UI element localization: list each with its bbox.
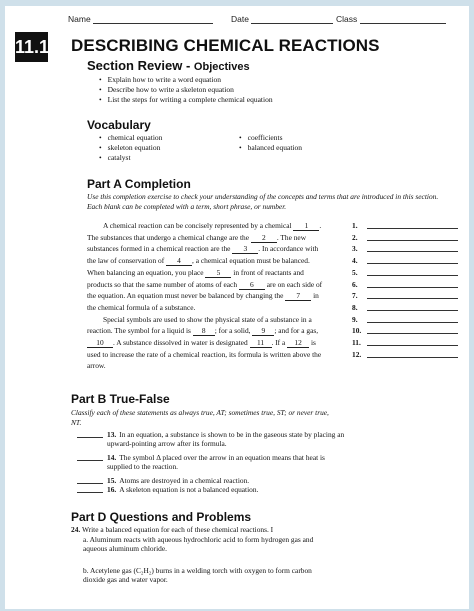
answer-line: 11. bbox=[352, 337, 462, 349]
blank-6: 6 bbox=[239, 280, 265, 290]
list-item: 13. In an equation, a substance is shown to be in the gaseous state by placing an upward-pointing arrow after its formula. bbox=[77, 430, 347, 449]
answer-line: 2. bbox=[352, 232, 462, 244]
answer-line: 7. bbox=[352, 290, 462, 302]
blank-11: 11 bbox=[250, 338, 272, 348]
part-b-instructions: Classify each of these statements as always true, AT; sometimes true, ST; or never true, NT. bbox=[71, 408, 329, 427]
part-d-heading: Part D Questions and Problems bbox=[71, 510, 252, 524]
answer-input[interactable] bbox=[367, 232, 458, 241]
answer-line: 12. bbox=[352, 349, 462, 361]
worksheet-page bbox=[5, 6, 469, 609]
answer-input[interactable] bbox=[367, 349, 458, 358]
blank-3: 3 bbox=[232, 244, 258, 254]
blank-12: 12 bbox=[287, 338, 309, 348]
list-item: 15. Atoms are destroyed in a chemical reaction. bbox=[77, 476, 347, 485]
answer-line: 3. bbox=[352, 243, 462, 255]
answer-input[interactable] bbox=[367, 314, 458, 323]
list-item: • skeleton equation bbox=[99, 143, 162, 153]
list-item: • Explain how to write a word equation bbox=[99, 75, 273, 85]
list-item: 16. A skeleton equation is not a balanced equation. bbox=[77, 485, 347, 494]
list-item: • List the steps for writing a complete chemical equation bbox=[99, 95, 273, 105]
list-item: • catalyst bbox=[99, 153, 162, 163]
answer-input[interactable] bbox=[367, 267, 458, 276]
answer-line: 9. bbox=[352, 314, 462, 326]
list-item: 14. The symbol Δ placed over the arrow in an equation means that heat is supplied to the reaction. bbox=[77, 453, 347, 472]
blank-4: 4 bbox=[166, 256, 192, 266]
date-field[interactable]: Date bbox=[231, 14, 333, 24]
answer-line: 10. bbox=[352, 325, 462, 337]
question-24-a: a. Aluminum reacts with aqueous hydrochloric acid to form hydrogen gas and aqueous aluminum chloride. bbox=[83, 534, 314, 553]
answer-input[interactable] bbox=[77, 485, 103, 493]
answer-input[interactable] bbox=[367, 243, 458, 252]
blank-5: 5 bbox=[205, 268, 231, 278]
objectives-list bbox=[99, 75, 273, 105]
question-24-b: b. Acetylene gas (C₂H₂) burns in a welding torch with oxygen to form carbon dioxide gas and water vapor. bbox=[83, 565, 312, 584]
answer-input[interactable] bbox=[367, 325, 458, 334]
class-field[interactable]: Class bbox=[336, 14, 446, 24]
answer-input[interactable] bbox=[367, 337, 458, 346]
answer-line: 1. bbox=[352, 220, 462, 232]
answer-input[interactable] bbox=[367, 302, 458, 311]
answer-line: 6. bbox=[352, 279, 462, 291]
section-heading: Section Review - Objectives bbox=[87, 58, 250, 73]
name-field[interactable]: Name bbox=[68, 14, 213, 24]
answer-input[interactable] bbox=[77, 430, 103, 438]
section-badge: 11.1 bbox=[15, 32, 48, 62]
blank-2: 2 bbox=[251, 233, 277, 243]
answer-input[interactable] bbox=[367, 279, 458, 288]
page-title: DESCRIBING CHEMICAL REACTIONS bbox=[71, 36, 380, 55]
blank-8: 8 bbox=[193, 326, 215, 336]
blank-7: 7 bbox=[285, 291, 311, 301]
answer-line: 8. bbox=[352, 302, 462, 314]
vocabulary-heading: Vocabulary bbox=[87, 118, 151, 132]
answer-input[interactable] bbox=[367, 290, 458, 299]
part-b-heading: Part B True-False bbox=[71, 392, 170, 406]
list-item: • chemical equation bbox=[99, 133, 162, 143]
list-item: • Describe how to write a skeleton equation bbox=[99, 85, 273, 95]
question-24: 24. Write a balanced equation for each of these chemical reactions. I a. Aluminum reacts with aqueous hydrochloric acid to form hydrogen gas and aqueous aluminum chloride. b. Acetylene gas (C₂H₂) burns in a welding torch with oxygen to form carbon dioxide gas and water vapor. bbox=[71, 525, 371, 585]
list-item: • balanced equation bbox=[239, 143, 302, 153]
blank-10: 10 bbox=[87, 338, 113, 348]
answer-input[interactable] bbox=[77, 453, 103, 461]
answer-column bbox=[352, 220, 462, 360]
answer-line: 4. bbox=[352, 255, 462, 267]
part-a-passage: A chemical reaction can be concisely represented by a chemical 1 . The substances that undergo a chemical change are the 2 . The new substances formed in a chemical reaction are the 3 . In accordance with the law of conservation of 4 , a chemical equation must be balanced. When balancing an equation, you place 5 in front of reactants and products so that the same number of atoms of each 6 are on each side of the equation. An equation must never be balanced by changing the 7 in the chemical formula of a substance. Special symbols are used to show the physical state of a substance in a reaction. The symbol for a liquid is 8 ; for a solid, 9 ; and for a gas, 10 . A substance dissolved in water is designated 11 . If a 12 is used to increase the rate of a chemical reaction, its formula is written above the arrow. bbox=[87, 221, 323, 371]
part-a-instructions: Use this completion exercise to check your understanding of the concepts and terms that are introduced in this section. Each blank can be completed with a term, short phrase, or number. bbox=[87, 192, 439, 211]
blank-1: 1 bbox=[293, 221, 319, 231]
answer-input[interactable] bbox=[367, 255, 458, 264]
part-b-items bbox=[77, 430, 347, 498]
answer-input[interactable] bbox=[77, 476, 103, 484]
list-item: • coefficients bbox=[239, 133, 302, 143]
answer-input[interactable] bbox=[367, 220, 458, 229]
answer-line: 5. bbox=[352, 267, 462, 279]
vocabulary-list-2 bbox=[239, 133, 302, 153]
part-a-heading: Part A Completion bbox=[87, 177, 191, 191]
vocabulary-list-1 bbox=[99, 133, 162, 163]
blank-9: 9 bbox=[252, 326, 274, 336]
